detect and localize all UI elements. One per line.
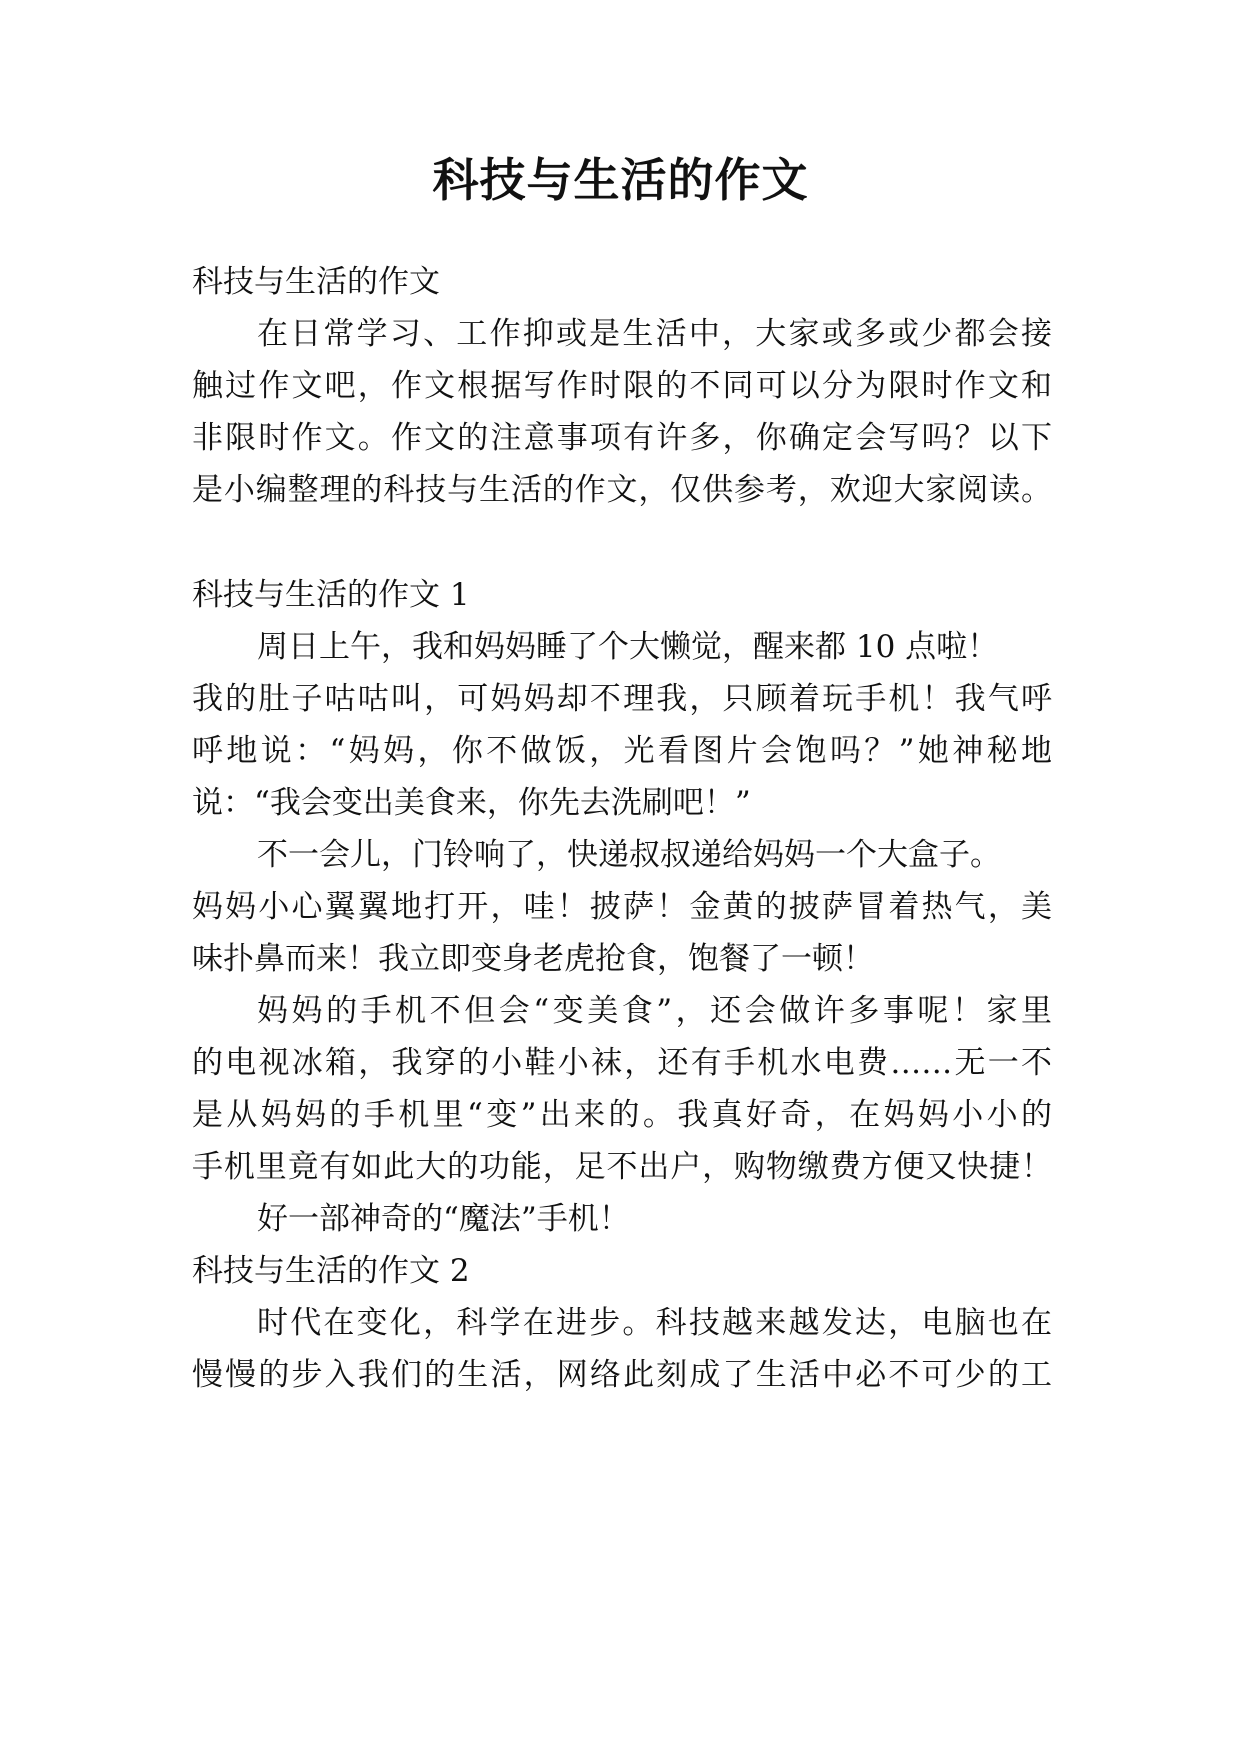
- paragraph-line: 非限时作文。作文的注意事项有许多，你确定会写吗？以下: [192, 420, 1052, 456]
- paragraph-line: 好一部神奇的“魔法”手机！: [257, 1201, 630, 1237]
- paragraph-line: 周日上午，我和妈妈睡了个大懒觉，醒来都 10 点啦！: [257, 629, 999, 665]
- paragraph-line: 在日常学习、工作抑或是生活中，大家或多或少都会接: [257, 316, 1052, 352]
- intro-heading: 科技与生活的作文: [192, 264, 440, 300]
- section-heading: 科技与生活的作文 2: [192, 1253, 470, 1289]
- paragraph-line: 不一会儿，门铃响了，快递叔叔递给妈妈一个大盒子。: [257, 837, 1001, 873]
- paragraph-line: 触过作文吧，作文根据写作时限的不同可以分为限时作文和: [192, 368, 1052, 404]
- paragraph-line: 妈妈小心翼翼地打开，哇！披萨！金黄的披萨冒着热气，美: [192, 889, 1052, 925]
- paragraph-line: 时代在变化，科学在进步。科技越来越发达，电脑也在: [257, 1305, 1052, 1341]
- paragraph-line: 味扑鼻而来！我立即变身老虎抢食，饱餐了一顿！: [192, 941, 874, 977]
- paragraph-line: 是从妈妈的手机里“变”出来的。我真好奇，在妈妈小小的: [192, 1097, 1052, 1133]
- paragraph-line: 手机里竟有如此大的功能，足不出户，购物缴费方便又快捷！: [192, 1149, 1052, 1185]
- section-heading: 科技与生活的作文 1: [192, 577, 470, 613]
- paragraph-line: 说：“我会变出美食来，你先去洗刷吧！”: [192, 785, 751, 821]
- paragraph-line: 是小编整理的科技与生活的作文，仅供参考，欢迎大家阅读。: [192, 472, 1052, 508]
- paragraph-line: 慢慢的步入我们的生活，网络此刻成了生活中必不可少的工: [192, 1357, 1052, 1393]
- document-title: 科技与生活的作文: [432, 153, 809, 207]
- paragraph-line: 呼地说：“妈妈，你不做饭，光看图片会饱吗？”她神秘地: [192, 733, 1052, 769]
- paragraph-line: 妈妈的手机不但会“变美食”，还会做许多事呢！家里: [257, 993, 1052, 1029]
- paragraph-line: 我的肚子咕咕叫，可妈妈却不理我，只顾着玩手机！我气呼: [192, 681, 1052, 717]
- paragraph-line: 的电视冰箱，我穿的小鞋小袜，还有手机水电费……无一不: [192, 1045, 1052, 1081]
